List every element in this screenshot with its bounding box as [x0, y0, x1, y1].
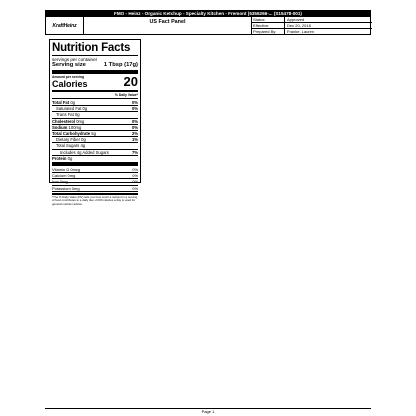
daily-value-header: % Daily Value* [114, 92, 138, 97]
meta-value: Franke, Lauren [287, 29, 315, 34]
nutrient-amount: 0g [70, 100, 75, 105]
serving-size-label: Serving size [52, 62, 86, 68]
nutrition-facts-panel [49, 39, 141, 206]
calories-value: 20 [123, 73, 138, 89]
meta-row-prepared-by [252, 29, 372, 35]
nutrient-amount: 100mg [68, 124, 82, 130]
nutrient-daily-value: 7% [131, 149, 138, 155]
nutrient-daily-value: 0% [131, 124, 138, 130]
divider [52, 55, 138, 56]
vitamin-name: Iron 0mg [52, 179, 68, 185]
vitamin-daily-value: 0% [132, 185, 138, 191]
nutrient-name: Total Sugars [56, 143, 80, 149]
nutrient-amount: 0g [82, 106, 88, 112]
nutrient-amount: 4g [80, 143, 86, 149]
nutrient-daily-value: 0% [131, 106, 138, 112]
page-footer: Page 1 [45, 408, 371, 415]
nutrient-daily-value: 0% [131, 118, 138, 124]
vitamin-name: Vitamin D 0mcg [52, 167, 81, 173]
nutrient-daily-value: 0% [131, 100, 138, 105]
nutrient-name: Total Carbohydrate [52, 131, 91, 137]
nutrient-name: Protein [52, 155, 67, 161]
document-title: FMO - Heinz - Organic Ketchup - Specialty Kitchen - Fremont (5356266-... (S15478-001) [45, 10, 371, 17]
serving-size-value: 1 Tbsp (17g) [103, 62, 138, 68]
nutrient-amount: 5g [91, 131, 96, 137]
serving-size-row [52, 62, 138, 69]
servings-per-container: servings per container [52, 56, 98, 62]
divider-thick [52, 162, 138, 166]
document-page [45, 10, 371, 414]
nutrient-daily-value: 2% [131, 131, 138, 137]
daily-value-footnote: *The % Daily Value (DV) tells you how much a nutrient in a serving of food contributes to a daily diet. 2,000 calories a day is used for general nutrition advice. [52, 194, 138, 206]
nutrient-name: Includes 4g Added Sugars [60, 149, 109, 155]
nutrition-facts-title: Nutrition Facts [52, 41, 131, 54]
calories-label: Calories [52, 78, 88, 89]
vitamin-daily-value: 0% [132, 173, 138, 179]
vitamin-daily-value: 0% [132, 179, 138, 185]
divider [52, 98, 138, 99]
nutrient-name: Total Fat [52, 100, 70, 105]
nutrient-name: Trans Fat [56, 112, 74, 118]
divider-medium [52, 90, 138, 92]
vitamin-list [52, 167, 138, 192]
logo-cell [46, 17, 84, 35]
nutrient-name: Sodium [52, 124, 68, 130]
vitamin-daily-value: 0% [132, 167, 138, 173]
vitamin-name: Calcium 0mg [52, 173, 76, 179]
nutrient-amount: 0g [67, 155, 73, 161]
header-table [45, 17, 371, 35]
vitamin-name: Potassium 0mg [52, 185, 80, 191]
vitamin-row [52, 186, 138, 192]
meta-label: Status: [253, 17, 285, 23]
meta-label: Prepared By: [253, 29, 285, 35]
nutrient-name: Cholesterol [52, 118, 76, 124]
kraft-heinz-logo: KraftHeinz [52, 23, 77, 29]
divider-thick [52, 70, 138, 74]
nutrient-name: Dietary Fiber [56, 137, 80, 143]
nutrient-list [52, 100, 138, 161]
nutrient-amount: 0mg [76, 118, 85, 124]
meta-value: Approved [287, 17, 305, 22]
panel-title: US Fact Panel [84, 17, 252, 35]
nutrient-daily-value: 1% [131, 137, 138, 143]
nutrient-amount: 0g [74, 112, 80, 118]
nutrient-name: Saturated Fat [56, 106, 82, 112]
nutrient-row [52, 156, 138, 161]
meta-value: Dec 20, 2018 [287, 23, 311, 28]
nutrient-amount: 0g [81, 137, 86, 143]
meta-label: Effective: [253, 23, 285, 29]
amount-per-serving: Amount per serving [52, 74, 85, 79]
